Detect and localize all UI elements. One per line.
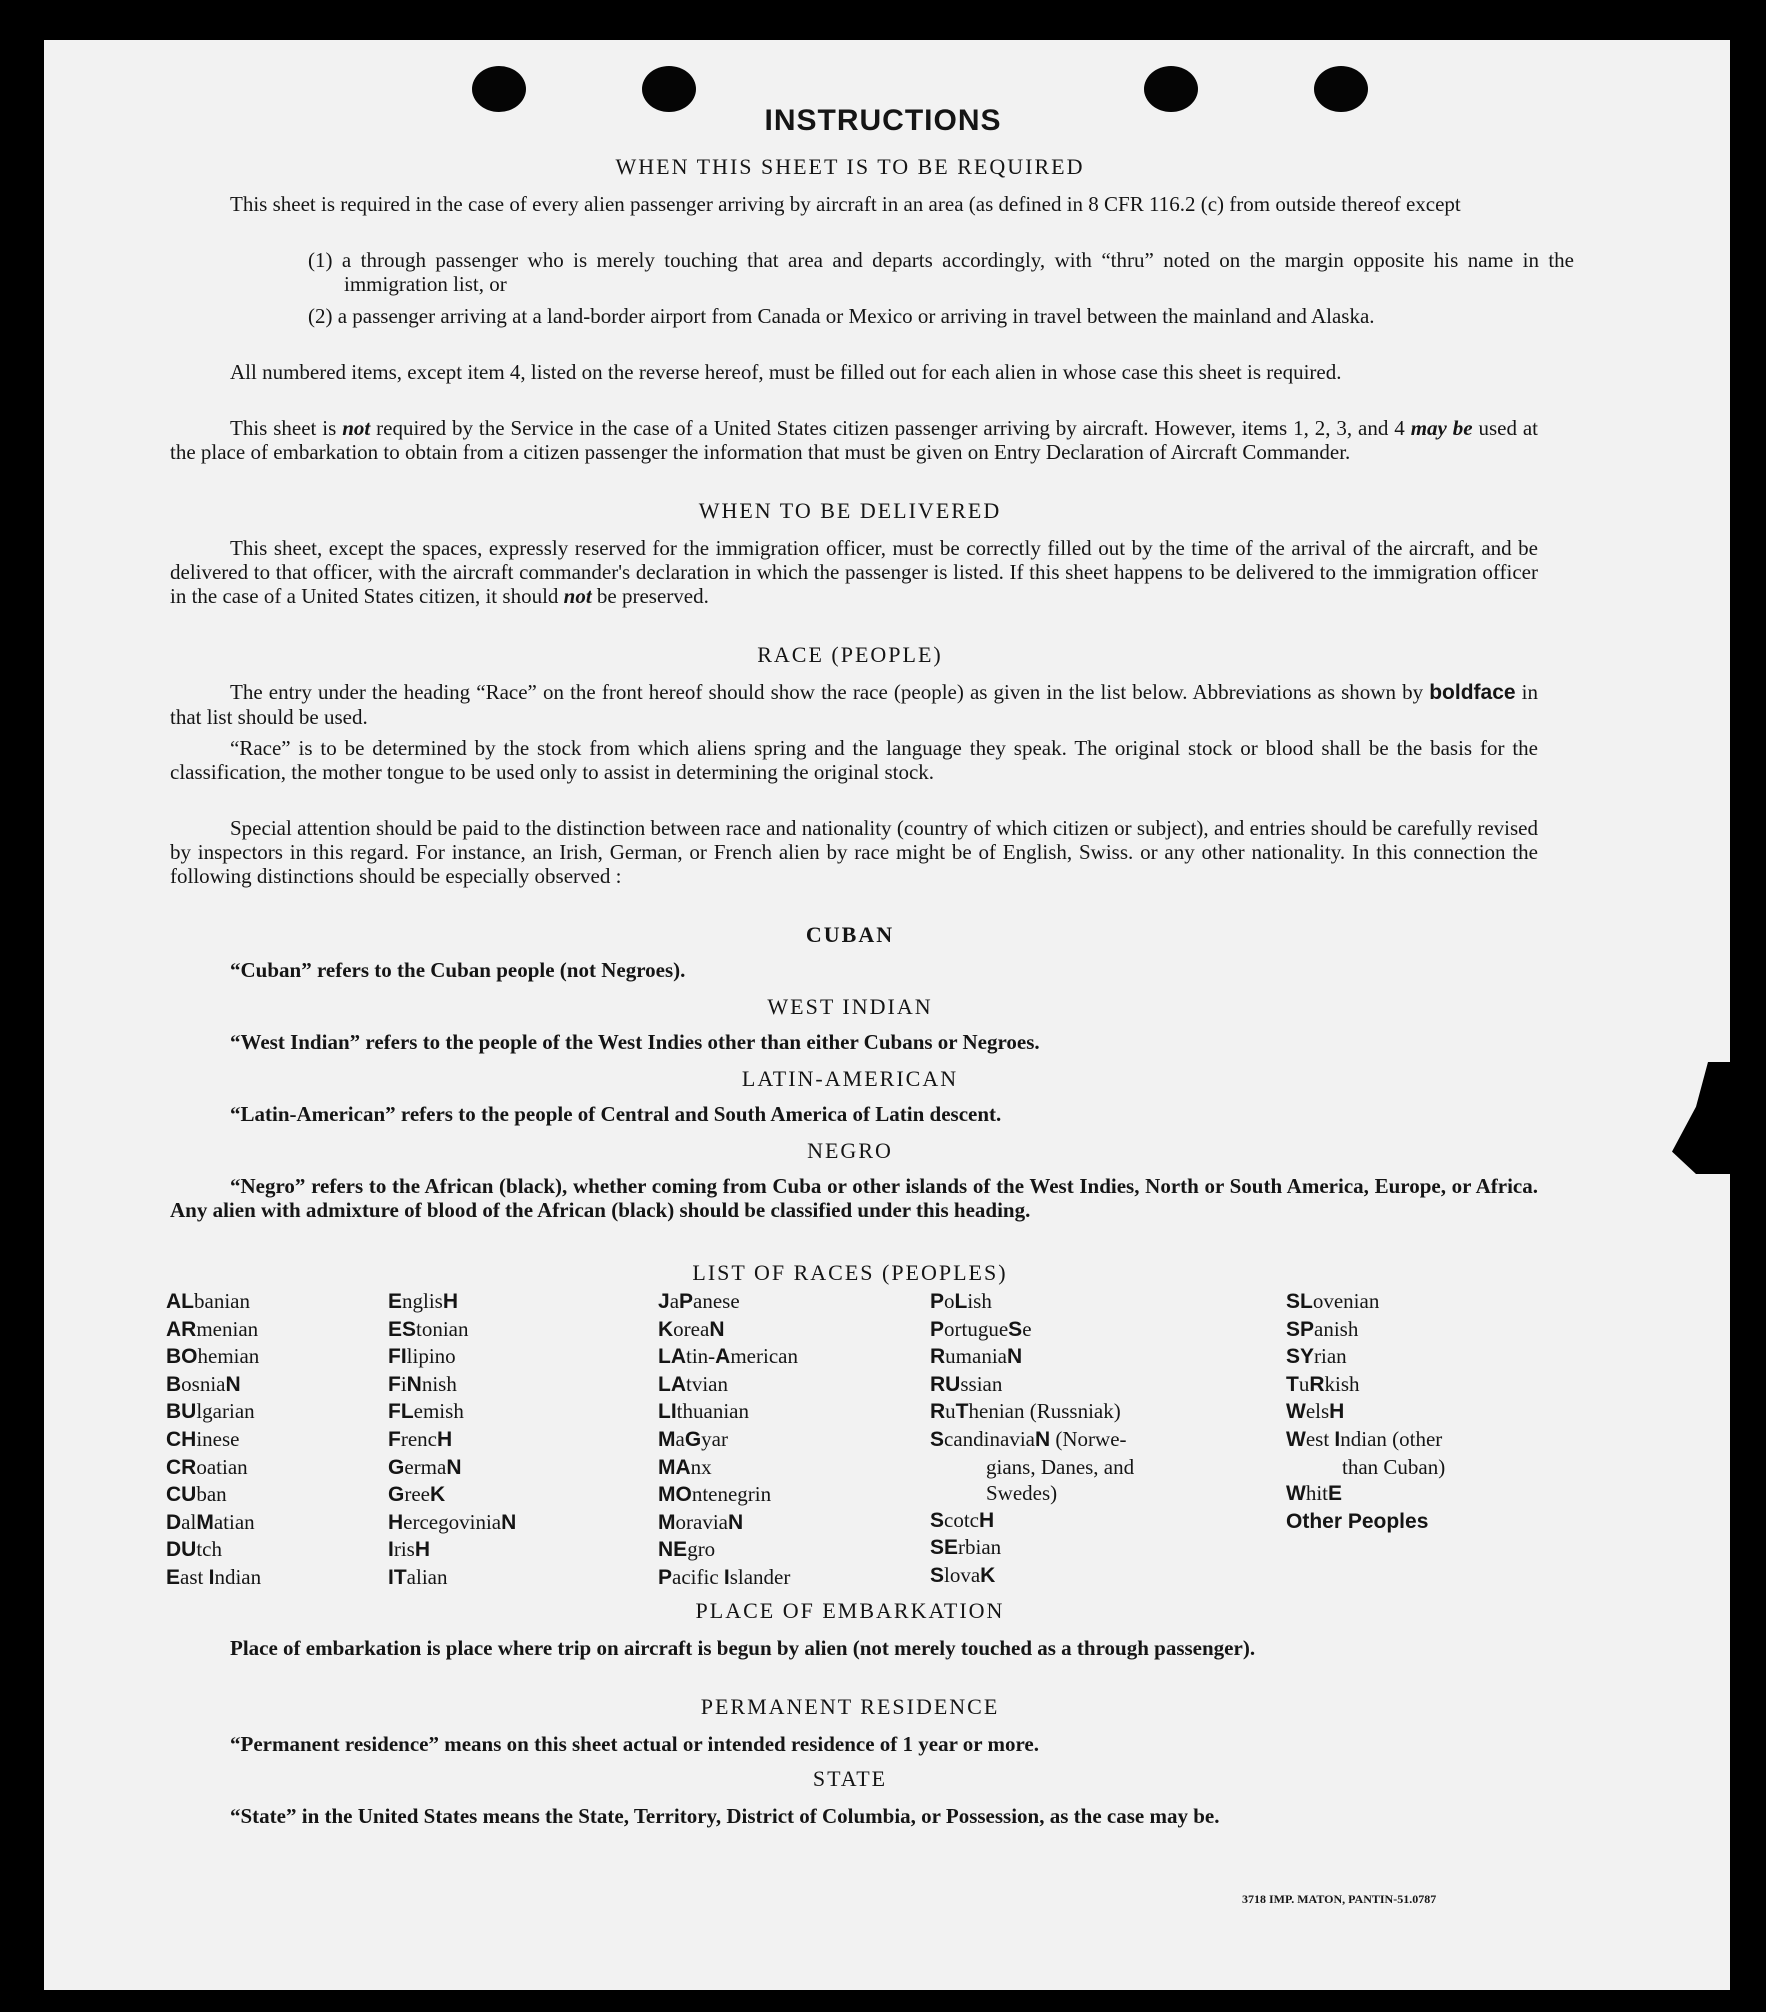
race-abbreviation: MO <box>658 1483 692 1507</box>
race-text: ovenian <box>1312 1289 1380 1313</box>
race-abbreviation: I <box>1334 1427 1341 1451</box>
race-text: tch <box>196 1537 222 1562</box>
exception-item-1: (1) a through passenger who is merely touching that area and departs accordingly, with “thru” noted on the margin opposite his name in the immigration list, or <box>308 248 1574 296</box>
definition-embarkation: Place of embarkation is place where trip on aircraft is begun by alien (not merely touched as a through passenger). <box>230 1636 1256 1660</box>
race-entry <box>658 1398 798 1426</box>
race-text: tin- <box>686 1344 716 1369</box>
race-text: ortugue <box>944 1316 1009 1341</box>
race-column <box>930 1288 1134 1590</box>
race-abbreviation: RU <box>930 1372 961 1396</box>
race-text: ssian <box>960 1371 1003 1396</box>
race-abbreviation: R <box>1309 1372 1325 1396</box>
heading-latin-american: LATIN-AMERICAN <box>741 1066 959 1091</box>
race-abbreviation: BU <box>166 1400 197 1424</box>
race-abbreviation: H <box>388 1510 404 1534</box>
race-text: alian <box>406 1564 448 1589</box>
heading-state: STATE <box>812 1766 888 1791</box>
race-entry <box>388 1398 516 1426</box>
race-abbreviation: BO <box>166 1345 198 1369</box>
race-text: ris <box>393 1537 415 1562</box>
race-abbreviation: P <box>930 1290 945 1313</box>
race-entry <box>1286 1288 1445 1316</box>
race-entry <box>658 1426 798 1454</box>
race-abbreviation: S <box>930 1427 945 1451</box>
definition-permanent-residence: “Permanent residence” means on this sheet actual or intended residence of 1 year or more. <box>230 1732 1039 1756</box>
race-abbreviation: P <box>679 1290 694 1313</box>
race-entry <box>658 1536 798 1564</box>
race-abbreviation: CU <box>166 1483 197 1507</box>
race-text: (Norwe- <box>1050 1426 1127 1451</box>
race-text: renc <box>400 1426 437 1451</box>
race-abbreviation: SP <box>1286 1317 1315 1341</box>
race-text: emish <box>413 1399 464 1424</box>
race-entry <box>930 1480 1134 1507</box>
race-abbreviation: B <box>166 1372 182 1396</box>
race-entry <box>930 1562 1134 1590</box>
definition-state: “State” in the United States means the State, Territory, District of Columbia, or Possession, as the case may be. <box>230 1804 1220 1828</box>
race-text: els <box>1305 1399 1330 1424</box>
race-text: inese <box>196 1426 240 1451</box>
race-text: acific <box>672 1564 724 1589</box>
race-entry <box>1286 1343 1445 1371</box>
race-entry <box>388 1564 516 1592</box>
race-text: hit <box>1305 1481 1328 1506</box>
race-abbreviation: N <box>1006 1345 1023 1369</box>
race-abbreviation: F <box>388 1372 401 1396</box>
race-entry <box>166 1371 261 1399</box>
race-abbreviation: N <box>406 1372 422 1396</box>
race-abbreviation: M <box>658 1510 676 1534</box>
race-abbreviation: FL <box>388 1400 414 1424</box>
race-text: gians, Danes, and <box>986 1454 1135 1479</box>
race-text: i <box>400 1371 407 1396</box>
race-entry <box>166 1509 261 1537</box>
race-entry <box>658 1371 798 1399</box>
heading-west-indian: WEST INDIAN <box>767 994 933 1019</box>
race-abbreviation: N <box>709 1317 725 1341</box>
race-entry <box>930 1507 1134 1535</box>
race-entry <box>930 1534 1134 1562</box>
race-abbreviation: I <box>388 1538 394 1562</box>
race-abbreviation: N <box>501 1510 517 1534</box>
race-abbreviation: AR <box>166 1317 197 1341</box>
race-entry <box>166 1564 261 1592</box>
heading-embarkation: PLACE OF EMBARKATION <box>695 1598 1005 1623</box>
heading-list-of-races: LIST OF RACES (PEOPLES) <box>692 1260 1008 1285</box>
race-entry <box>166 1426 261 1454</box>
definition-latin-american: “Latin-American” refers to the people of Central and South America of Latin descent. <box>230 1102 1002 1126</box>
race-entry <box>1286 1480 1445 1508</box>
race-text: thuanian <box>676 1399 749 1424</box>
race-text: ree <box>404 1482 430 1507</box>
definition-cuban: “Cuban” refers to the Cuban people (not Negroes). <box>230 958 686 982</box>
race-text: o <box>944 1289 955 1313</box>
race-abbreviation: G <box>388 1483 405 1507</box>
race-entry <box>658 1564 798 1592</box>
race-entry <box>1286 1426 1445 1454</box>
race-text: rian <box>1314 1344 1347 1369</box>
race-text: oatian <box>196 1454 248 1479</box>
race-text: gro <box>687 1537 716 1562</box>
race-text: lgarian <box>196 1399 255 1424</box>
race-entry <box>658 1481 798 1509</box>
race-entry <box>1286 1398 1445 1426</box>
race-text: cotc <box>944 1507 979 1532</box>
race-entry <box>658 1288 798 1316</box>
race-text: a <box>675 1426 685 1451</box>
paragraph-race-nationality: Special attention should be paid to the distinction between race and nationality (country of which citizen or subject), and entries should be carefully revised by inspectors in this regard. For instance, an Irish, German, or French alien by race might be of English, Swiss. or any other nationality. In this connection the following distinctions should be especially observed : <box>170 816 1538 888</box>
race-text: henian (Russniak) <box>968 1399 1121 1424</box>
race-text: candinavia <box>944 1426 1035 1451</box>
race-text: than Cuban) <box>1342 1454 1446 1479</box>
race-text: lipino <box>406 1344 456 1369</box>
race-entry <box>166 1316 261 1344</box>
race-entry <box>388 1509 516 1537</box>
race-entry <box>930 1426 1134 1454</box>
race-text: yar <box>701 1426 728 1451</box>
race-text: erma <box>404 1454 447 1479</box>
race-entry <box>388 1288 516 1316</box>
race-entry <box>166 1343 261 1371</box>
race-entry <box>658 1343 798 1371</box>
race-abbreviation: FI <box>388 1345 407 1369</box>
race-abbreviation: I <box>208 1565 215 1589</box>
race-abbreviation: M <box>658 1427 676 1451</box>
race-text: a <box>669 1289 680 1313</box>
race-abbreviation: E <box>1328 1482 1343 1506</box>
race-abbreviation: P <box>658 1565 673 1589</box>
race-text: nglis <box>402 1289 443 1313</box>
race-abbreviation: N <box>225 1372 241 1396</box>
race-abbreviation: G <box>388 1455 405 1479</box>
race-abbreviation: N <box>1034 1427 1051 1451</box>
race-entry <box>388 1454 516 1482</box>
definition-west-indian: “West Indian” refers to the people of the West Indies other than either Cubans or Negroes. <box>230 1030 1040 1054</box>
race-text: slander <box>729 1564 791 1589</box>
race-entry <box>658 1454 798 1482</box>
race-entry <box>166 1398 261 1426</box>
race-abbreviation: CH <box>166 1427 197 1451</box>
race-abbreviation: LA <box>658 1372 686 1396</box>
paragraph-delivered: This sheet, except the spaces, expressly reserved for the immigration officer, must be correctly filled out by the time of the arrival of the aircraft, and be delivered to that officer, with the aircraft commander's declaration in which the passenger is listed. If this sheet happens to be delivered to the immigration officer in the case of a United States citizen, it should not be preserved. <box>170 536 1538 608</box>
race-abbreviation: S <box>930 1563 945 1587</box>
heading-when-required: WHEN THIS SHEET IS TO BE REQUIRED <box>615 154 1085 179</box>
definition-negro: “Negro” refers to the African (black), whether coming from Cuba or other islands of the West Indies, North or South America, Europe, or Africa. Any alien with admixture of blood of the African (black) should be classified under this heading. <box>170 1174 1538 1222</box>
race-entry <box>388 1536 516 1564</box>
race-abbreviation: G <box>684 1427 702 1451</box>
race-abbreviation: IT <box>388 1565 407 1589</box>
race-text: ast <box>180 1564 209 1589</box>
race-abbreviation: SY <box>1286 1345 1315 1369</box>
race-column <box>388 1288 516 1592</box>
paragraph-required-intro: This sheet is required in the case of every alien passenger arriving by aircraft in an area (as defined in 8 CFR 116.2 (c) from outside thereof except <box>230 192 1461 216</box>
race-entry <box>388 1316 516 1344</box>
race-text: Swedes) <box>986 1481 1058 1506</box>
race-text: hemian <box>197 1344 260 1369</box>
race-text: u <box>945 1399 956 1424</box>
race-text: tonian <box>416 1316 469 1341</box>
race-abbreviation: H <box>1329 1400 1345 1424</box>
race-entry <box>388 1426 516 1454</box>
race-entry <box>930 1371 1134 1399</box>
race-abbreviation: M <box>196 1510 214 1534</box>
race-column <box>658 1288 798 1592</box>
race-text: ndian <box>214 1564 262 1589</box>
race-abbreviation: R <box>930 1345 946 1369</box>
race-text: menian <box>196 1316 259 1341</box>
race-abbreviation: SL <box>1286 1290 1313 1313</box>
race-text: tvian <box>686 1371 728 1396</box>
race-text: banian <box>194 1289 250 1313</box>
heading-negro: NEGRO <box>807 1138 893 1163</box>
race-abbreviation: S <box>1008 1317 1023 1341</box>
race-abbreviation: F <box>388 1427 401 1451</box>
race-abbreviation: W <box>1286 1427 1306 1451</box>
race-abbreviation: W <box>1286 1482 1306 1506</box>
race-entry <box>1286 1508 1445 1536</box>
race-abbreviation: H <box>414 1538 431 1562</box>
paragraph-race-stock: “Race” is to be determined by the stock from which aliens spring and the language they speak. The original stock or blood shall be the basis for the classification, the mother tongue to be used only to assist in determining the original stock. <box>170 736 1538 784</box>
race-text: ndian (other <box>1340 1426 1443 1451</box>
race-text: oravia <box>675 1509 728 1534</box>
race-abbreviation: N <box>446 1455 462 1479</box>
race-entry <box>388 1343 516 1371</box>
race-abbreviation: T <box>1286 1372 1299 1396</box>
race-abbreviation: Other Peoples <box>1286 1509 1429 1533</box>
race-text: nish <box>421 1371 457 1396</box>
race-abbreviation: J <box>658 1290 670 1313</box>
race-text: u <box>1298 1371 1310 1396</box>
race-abbreviation: H <box>436 1427 453 1451</box>
race-column <box>166 1288 261 1592</box>
race-text: e <box>1022 1316 1032 1341</box>
race-text: ban <box>196 1482 227 1507</box>
race-abbreviation: LA <box>658 1345 686 1369</box>
race-entry <box>930 1398 1134 1426</box>
heading-race: RACE (PEOPLE) <box>757 642 943 667</box>
page-title: INSTRUCTIONS <box>764 104 1002 137</box>
heading-when-delivered: WHEN TO BE DELIVERED <box>698 498 1002 523</box>
race-entry <box>658 1509 798 1537</box>
race-abbreviation: CR <box>166 1455 197 1479</box>
race-abbreviation: N <box>727 1510 744 1534</box>
race-abbreviation: DU <box>166 1538 197 1562</box>
race-entry <box>658 1316 798 1344</box>
race-abbreviation: I <box>723 1565 730 1589</box>
race-text: kish <box>1324 1371 1360 1396</box>
race-abbreviation: H <box>442 1290 459 1313</box>
race-entry <box>166 1481 261 1509</box>
race-abbreviation: K <box>658 1317 674 1341</box>
race-text: umania <box>945 1344 1007 1369</box>
exception-item-2: (2) a passenger arriving at a land-border airport from Canada or Mexico or arriving in travel between the mainland and Alaska. <box>308 304 1375 328</box>
race-entry <box>1286 1454 1445 1481</box>
race-entry <box>930 1316 1134 1344</box>
race-abbreviation: MA <box>658 1455 691 1479</box>
heading-permanent-residence: PERMANENT RESIDENCE <box>700 1694 1000 1719</box>
race-abbreviation: P <box>930 1317 945 1341</box>
race-entry <box>388 1371 516 1399</box>
race-abbreviation: ES <box>388 1317 417 1341</box>
race-abbreviation: K <box>980 1563 996 1587</box>
race-text: lova <box>944 1562 981 1587</box>
race-entry <box>930 1288 1134 1316</box>
race-text: anese <box>693 1289 740 1313</box>
printer-imprint: 3718 IMP. MATON, PANTIN-51.0787 <box>1242 1892 1437 1906</box>
paragraph-citizen: This sheet is not required by the Service in the case of a United States citizen passenger arriving by aircraft. However, items 1, 2, 3, and 4 may be used at the place of embarkation to obtain from a citizen passenger the information that must be given on Entry Declaration of Aircraft Commander. <box>170 416 1539 464</box>
race-text: ntenegrin <box>691 1482 772 1507</box>
race-abbreviation: SE <box>930 1536 959 1560</box>
race-abbreviation: E <box>388 1290 403 1313</box>
race-entry <box>930 1454 1134 1481</box>
heading-cuban: CUBAN <box>805 922 895 947</box>
race-text: rbian <box>958 1535 1002 1560</box>
race-abbreviation: NE <box>658 1538 688 1562</box>
race-text: merican <box>730 1344 798 1369</box>
paragraph-race-entry: The entry under the heading “Race” on the front hereof should show the race (people) as given in the list below. Abbreviations as shown by boldface in that list should be used. <box>170 680 1539 729</box>
race-text: anish <box>1314 1316 1359 1341</box>
race-column <box>1286 1288 1445 1535</box>
race-text: orea <box>673 1316 710 1341</box>
race-entry <box>1286 1371 1445 1399</box>
race-abbreviation: R <box>930 1400 946 1424</box>
race-abbreviation: K <box>429 1483 446 1507</box>
race-text: est <box>1305 1426 1335 1451</box>
race-abbreviation: AL <box>166 1290 194 1313</box>
race-text: ercegovinia <box>403 1509 502 1534</box>
race-abbreviation: S <box>930 1508 945 1532</box>
race-text: atian <box>213 1509 255 1534</box>
race-abbreviation: A <box>715 1345 731 1369</box>
race-abbreviation: L <box>954 1290 968 1313</box>
race-abbreviation: H <box>979 1508 995 1532</box>
race-abbreviation: W <box>1286 1400 1306 1424</box>
race-abbreviation: E <box>166 1565 181 1589</box>
race-entry <box>1286 1316 1445 1344</box>
race-text: nx <box>690 1454 712 1479</box>
race-entry <box>166 1536 261 1564</box>
race-abbreviation: T <box>955 1400 969 1424</box>
race-text: osnia <box>181 1371 226 1396</box>
race-abbreviation: D <box>166 1510 182 1534</box>
race-entry <box>166 1454 261 1482</box>
race-text: al <box>181 1509 197 1534</box>
paragraph-numbered-items: All numbered items, except item 4, listed on the reverse hereof, must be filled out for each alien in whose case this sheet is required. <box>230 360 1342 384</box>
race-entry <box>388 1481 516 1509</box>
race-text: ish <box>967 1289 992 1313</box>
race-abbreviation: LI <box>658 1400 677 1424</box>
race-entry <box>930 1343 1134 1371</box>
race-entry <box>166 1288 261 1316</box>
